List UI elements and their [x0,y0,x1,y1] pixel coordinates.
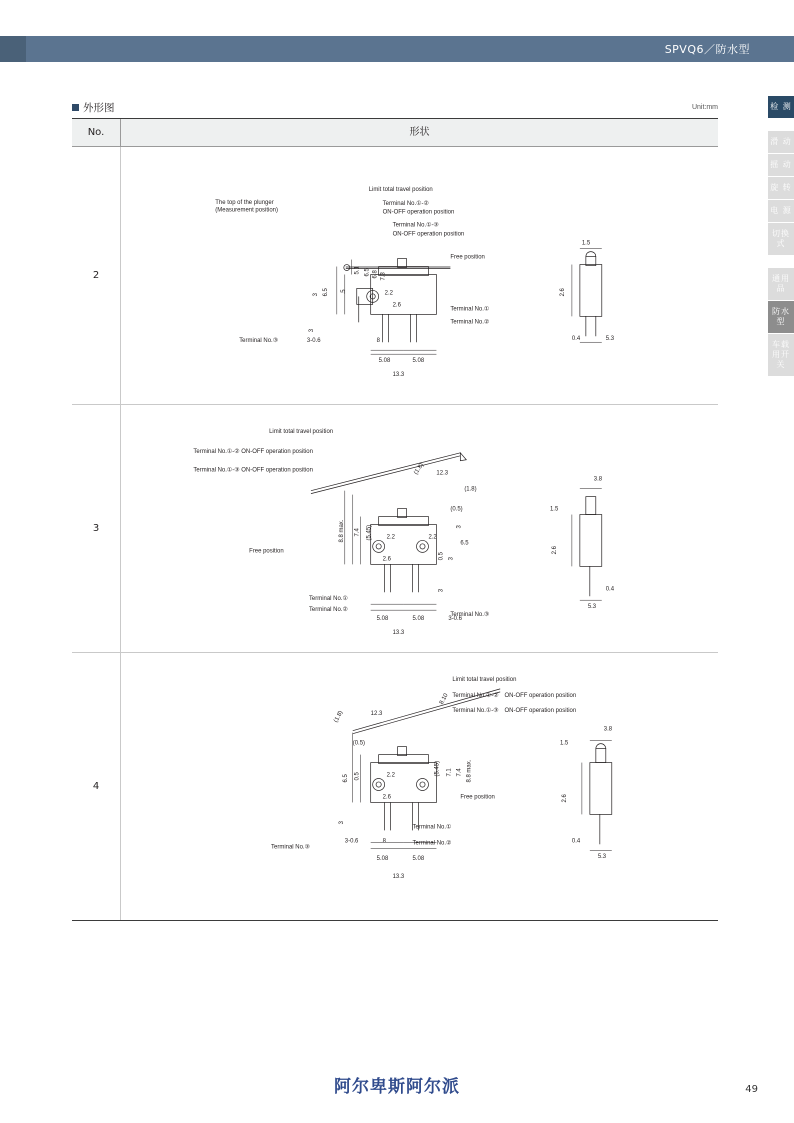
side-tab-4[interactable]: 电 源 [768,200,794,223]
dim-2-2b: 2.2 [428,534,437,541]
dim-3-8: 3.8 [603,726,613,733]
page-header-bar [0,36,794,62]
square-bullet-icon [72,104,79,111]
dim-5-1: 5.1 [354,266,361,275]
dim-12-3: 12.3 [436,470,449,477]
section-title-text: 外形图 [83,102,115,114]
dim-1-8b: (1.8) [464,486,477,493]
dim-5-3: 5.3 [587,604,597,611]
dim-13-3: 13.3 [392,372,405,379]
label-terminal-2: Terminal No.② [450,319,490,326]
label-plunger-top: The top of the plunger [215,199,274,206]
dim-5-08b: 5.08 [412,616,425,623]
dim-3-8: 3.8 [593,476,603,483]
dim-13-3: 13.3 [392,874,405,881]
label-terminal-2: Terminal No.② [412,840,452,847]
dim-5-08a: 5.08 [376,856,389,863]
row-4-drawing-cell [120,653,718,920]
dim-6-5: 6.5 [322,288,329,297]
dim-2-6: 2.6 [382,556,391,563]
dim-0-5: (0.5) [450,506,463,513]
dim-5-45: (5.45) [366,524,373,541]
dim-8-8max: 8.8 max. [466,759,473,783]
label-term-1-2: Terminal No.①-② ON-OFF operation position [452,692,577,699]
dim-7-1: 7.1 [446,768,453,777]
side-tab-0[interactable]: 检 测 [768,96,794,119]
label-terminal-3: Terminal No.③ [450,612,490,619]
row-no-4: 4 [92,781,100,792]
label-terminal-3: Terminal No.③ [271,844,310,851]
dim-6-5: 6.5 [342,774,349,783]
dim-0-5: .5 [340,289,347,295]
unit-label: Unit:mm [691,104,718,111]
dim-7-4: 7.4 [456,768,463,777]
dim-5-3: 5.3 [605,336,615,343]
page-number: 49 [745,1084,758,1095]
side-tab-spacer-1 [768,119,794,131]
label-term-1-3: Terminal No.①-③ ON-OFF operation position [193,467,313,474]
label-term-1-3-b: ON-OFF operation position [392,231,465,238]
dim-2-6r: 2.6 [551,546,558,555]
label-term-1-3: Terminal No.①-③ [392,222,439,229]
side-tab-7[interactable]: 防水型 [768,301,794,334]
dim-3c: 3 [456,525,463,529]
label-free-position: Free position [249,548,284,555]
dim-2-2: 2.2 [384,290,393,297]
label-terminal-3: Terminal No.③ [239,338,279,345]
dim-6-5: 6.5 [460,540,469,547]
label-terminal-1: Terminal No.① [308,596,348,603]
row-no-2: 2 [92,270,100,281]
dim-8: 8 [382,838,386,845]
dim-3: 3 [312,293,319,297]
side-tab-rail [768,96,794,377]
side-tab-1[interactable]: 滑 动 [768,131,794,154]
dim-1-5: 1.5 [549,506,559,513]
table-row [72,653,718,921]
label-terminal-2: Terminal No.② [308,607,348,614]
dim-3-0-6: 3-0.6 [448,616,462,623]
label-terminal-1: Terminal No.① [450,306,490,313]
label-term-1-3: Terminal No.①-③ ON-OFF operation position [452,707,577,714]
dim-5-08-a: 5.08 [378,358,391,365]
dim-5-08b: 5.08 [412,856,425,863]
dim-3b: 3 [438,588,445,593]
dim-13-3: 13.3 [392,630,405,637]
side-tab-5[interactable]: 切换式 [768,223,794,256]
label-limit-total: Limit total travel position [269,428,334,435]
side-tab-6[interactable]: 通用品 [768,268,794,301]
label-term-1-2: Terminal No.①-② [382,200,429,207]
dim-2-2: 2.2 [386,772,395,779]
drawing-row-3 [121,405,718,652]
outline-drawing-table [72,118,718,921]
dim-5-45: (5.45) [434,760,441,777]
row-no-3: 3 [92,523,100,534]
column-header-shape: 形状 [120,119,718,147]
drawing-row-4 [121,653,718,920]
dim-0-4: 0.4 [571,838,581,845]
dim-5-08-b: 5.08 [412,358,425,365]
dim-1-8a: (1.8) [413,462,426,476]
dim-1-5: 1.5 [581,240,591,247]
dim-8-8max: 8.8 max. [338,519,345,543]
dim-1-5: 1.5 [559,740,569,747]
label-limit-total: Limit total travel position [452,676,517,683]
column-header-no: No. [87,127,105,138]
dim-0-5b: 0.5 [354,772,361,781]
dim-2-6r: 2.6 [561,794,568,803]
dim-6-5b: 6.5 [364,268,371,277]
side-tab-spacer-2 [768,256,794,268]
dim-6-8: 6.8 [372,270,379,279]
dim-2-6r: 2.6 [559,288,566,297]
dim-3b: 3 [308,328,315,333]
side-tab-8[interactable]: 车载用开关 [768,334,794,377]
dim-2-6: 2.6 [392,302,401,309]
dim-1-8: (1.8) [333,710,345,724]
dim-12-3: 12.3 [370,710,383,717]
dim-3-0-6: 3-0.6 [344,838,359,845]
dim-0-4: 0.4 [571,336,581,343]
dim-7-4: 7.4 [354,528,361,537]
row-2-drawing-cell [120,147,718,404]
table-row [72,405,718,653]
drawing-row-2 [121,147,718,404]
side-tab-3[interactable]: 旋 转 [768,177,794,200]
label-free-position: Free position [450,254,485,261]
dim-2-6: 2.6 [382,794,391,801]
footer-logo: 阿尔卑斯阿尔派 [334,1077,460,1097]
dim-0-5b: 0.5 [438,552,445,561]
dim-0-4: 0.4 [605,586,615,593]
dim-3-0-6: 3-0.6 [306,338,321,345]
table-header-row [72,119,718,147]
header-title: SPVQ6／防水型 [664,43,750,56]
section-title [72,100,115,115]
dim-8: 8 [376,338,380,345]
label-limit-total: Limit total travel position [368,186,433,193]
dim-3: 3 [338,821,345,825]
label-free-position: Free position [460,794,495,801]
dim-2-2a: 2.2 [386,534,395,541]
dim-8-10: 8.10 [438,692,450,706]
label-term-1-2-b: ON-OFF operation position [382,209,455,216]
label-term-1-2: Terminal No.①-② ON-OFF operation position [193,448,313,455]
dim-7-3: 7.3 [380,272,387,281]
label-terminal-1: Terminal No.① [412,824,452,831]
dim-5-08a: 5.08 [376,616,389,623]
dim-5-3: 5.3 [597,854,607,861]
dim-3a: 3 [448,557,455,561]
side-tab-2[interactable]: 摇 动 [768,154,794,177]
table-row [72,147,718,405]
header-left-accent [0,36,26,62]
label-plunger-top-2: (Measurement position) [215,207,278,214]
row-3-drawing-cell [120,405,718,652]
dim-0-5: (0.5) [352,740,366,747]
